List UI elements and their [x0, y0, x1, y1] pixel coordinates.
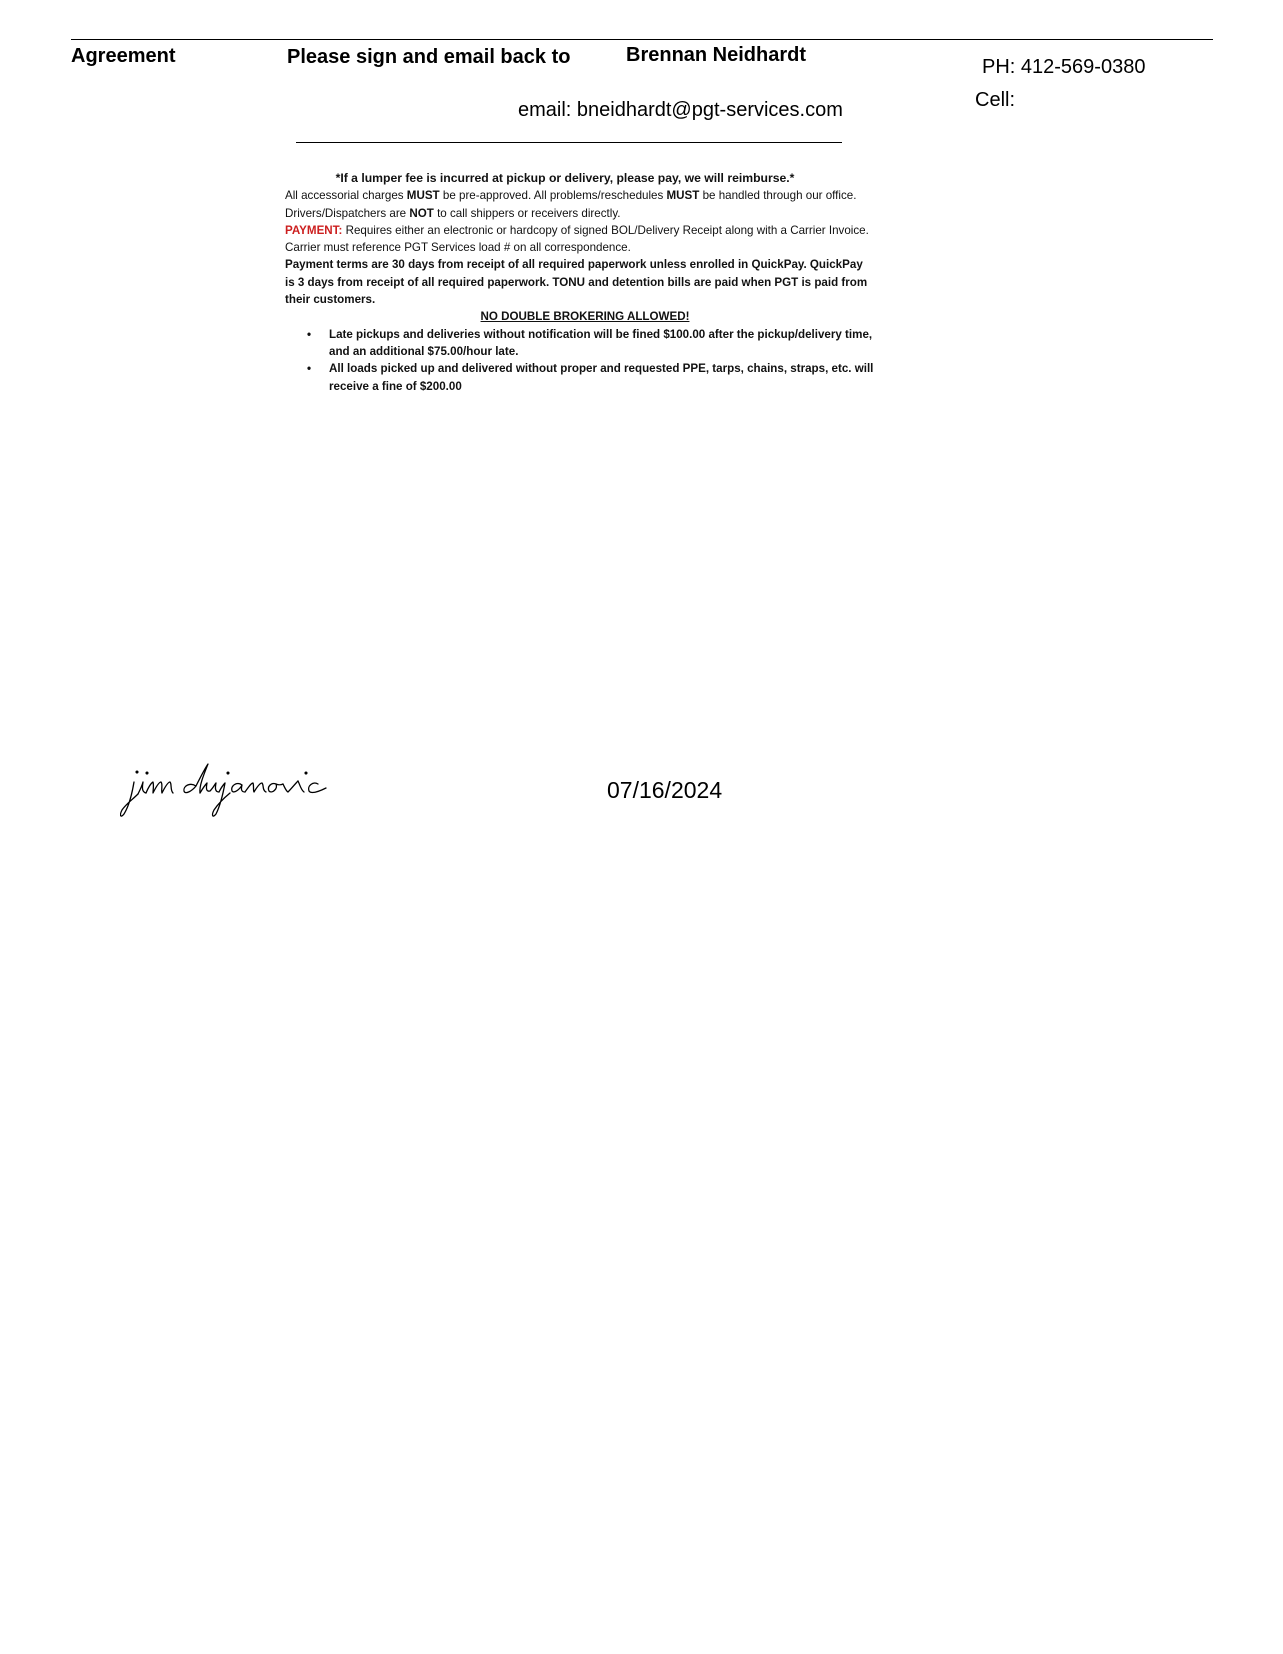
payment-paragraph	[285, 222, 875, 257]
fine-ppe-text: All loads picked up and delivered without proper and requested PPE, tarps, chains, straps, etc. will receive a fine of $200.00	[329, 362, 874, 393]
contact-email[interactable]: email: bneidhardt@pgt-services.com	[518, 99, 843, 121]
accessorial-text-4: to call shippers or receivers directly.	[433, 206, 621, 220]
divider-line	[296, 142, 842, 143]
signature-date: 07/16/2024	[607, 777, 723, 803]
contact-cell: Cell:	[975, 89, 1016, 111]
must-emphasis-1: MUST	[406, 189, 440, 203]
bullet-icon: •	[307, 362, 312, 376]
contact-name: Brennan Neidhardt	[626, 44, 807, 66]
bullet-icon: •	[307, 327, 312, 341]
accessorial-text-3: be handled through our office. Drivers/Dispatchers are	[285, 189, 857, 220]
top-rule	[71, 39, 1213, 40]
fines-list	[285, 326, 875, 395]
agreement-label: Agreement	[71, 45, 176, 67]
accessorial-text-1: All accessorial charges	[285, 189, 407, 203]
contact-phone: PH: 412-569-0380	[982, 56, 1146, 78]
accessorial-text-2: be pre-approved. All problems/reschedules	[439, 189, 667, 203]
handwritten-signature	[120, 760, 360, 820]
accessorial-paragraph	[285, 187, 875, 222]
no-double-brokering: NO DOUBLE BROKERING ALLOWED!	[480, 310, 690, 324]
fine-late-text: Late pickups and deliveries without notification will be fined $100.00 after the pickup/delivery time, and an additional $75.00/hour late.	[329, 327, 873, 358]
list-item	[307, 326, 875, 361]
must-emphasis-2: MUST	[666, 189, 700, 203]
payment-label: PAYMENT:	[285, 223, 343, 237]
list-item	[307, 360, 875, 395]
payment-text: Requires either an electronic or hardcopy of signed BOL/Delivery Receipt along with a Carrier Invoice. Carrier must reference PGT Services load # on all correspondence.	[285, 223, 869, 255]
lumper-note: *If a lumper fee is incurred at pickup or delivery, please pay, we will reimburse.*	[335, 171, 795, 185]
sign-instruction: Please sign and email back to	[287, 46, 571, 68]
terms-block	[285, 170, 875, 395]
payment-terms: Payment terms are 30 days from receipt of all required paperwork unless enrolled in QuickPay. QuickPay is 3 days from receipt of all required paperwork. TONU and detention bills are paid when PGT is paid from their customers.	[285, 258, 868, 307]
not-emphasis: NOT	[409, 206, 434, 220]
